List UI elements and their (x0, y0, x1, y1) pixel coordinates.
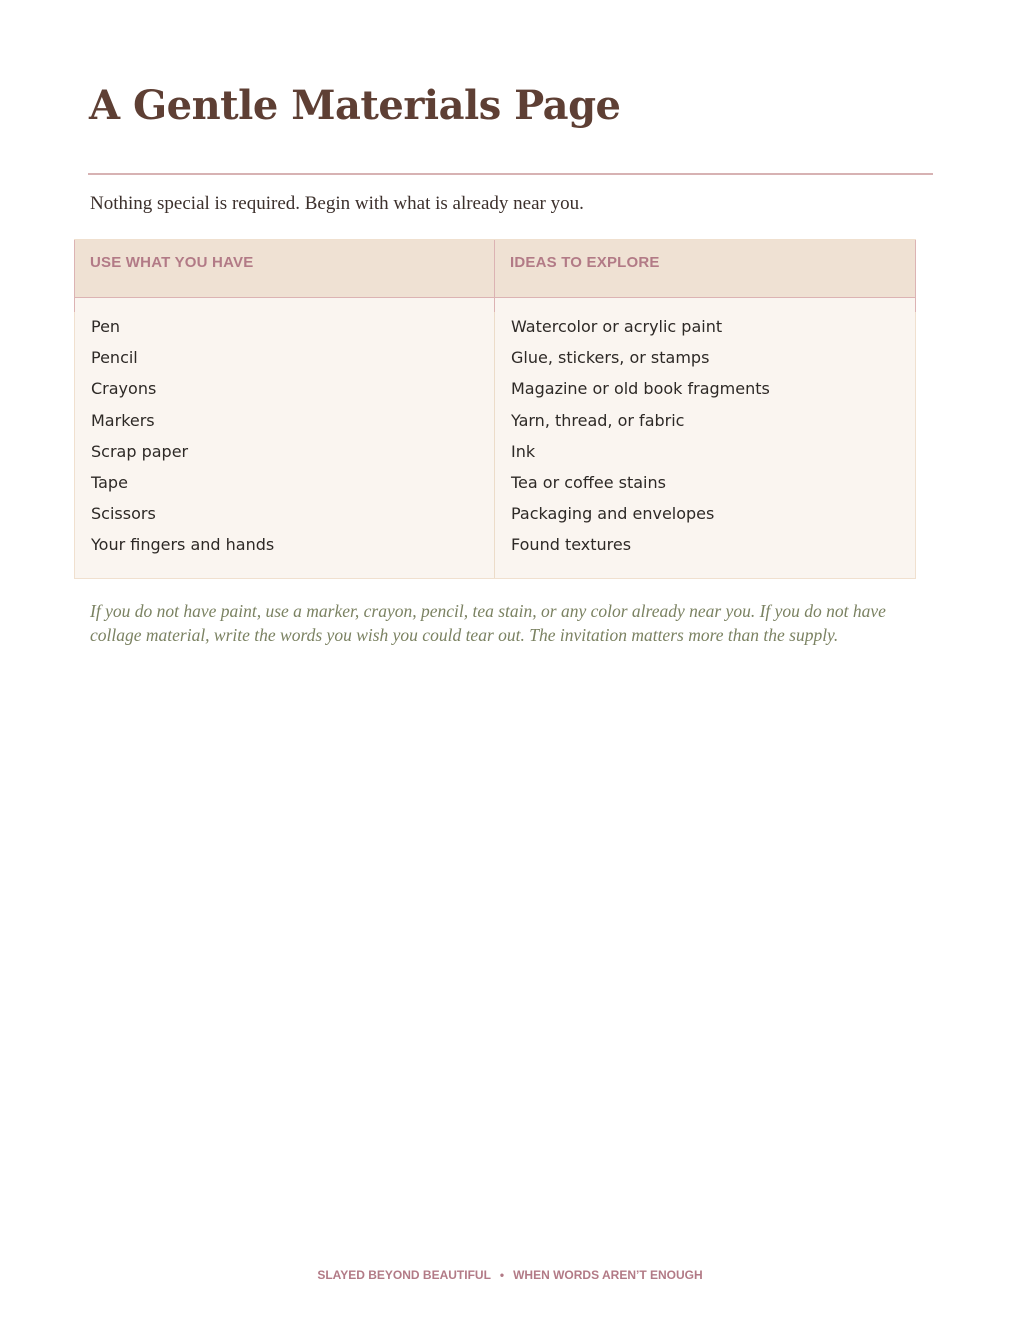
title-divider (88, 173, 933, 175)
materials-table (74, 239, 916, 579)
table-right-edge (915, 240, 916, 312)
list-item: Scissors (91, 504, 156, 524)
list-item: Tea or coffee stains (511, 473, 666, 493)
list-item: Tape (91, 473, 128, 493)
list-item: Your fingers and hands (91, 535, 275, 555)
page-title: A Gentle Materials Page (89, 82, 621, 129)
footer-brand: SLAYED BEYOND BEAUTIFUL (317, 1268, 491, 1282)
list-item: Ink (511, 441, 536, 461)
list-item: Watercolor or acrylic paint (511, 317, 723, 336)
list-item: Magazine or old book fragments (511, 379, 770, 399)
supply-note: If you do not have paint, use a marker, crayon, pencil, tea stain, or any color already near you. If you do not have collage material, write the words you wish you could tear out. The invitation matters more than the supply. (90, 601, 886, 645)
list-item: Pen (91, 317, 121, 336)
list-item: Scrap paper (91, 441, 189, 461)
list-item: Found textures (511, 535, 632, 555)
list-item: Packaging and envelopes (511, 504, 715, 524)
ideas-to-explore-list (511, 311, 770, 561)
list-item: Yarn, thread, or fabric (511, 410, 685, 430)
footer (0, 1267, 1020, 1283)
column-header-use-what-you-have: USE WHAT YOU HAVE (90, 254, 254, 271)
footer-separator: • (499, 1268, 505, 1282)
list-item: Markers (91, 410, 155, 430)
list-item: Pencil (91, 348, 138, 368)
column-header-ideas-to-explore: IDEAS TO EXPLORE (510, 254, 660, 271)
table-left-edge (74, 240, 75, 312)
list-item: Glue, stickers, or stamps (511, 348, 710, 368)
list-item: Crayons (91, 379, 157, 399)
footer-tagline: WHEN WORDS AREN’T ENOUGH (513, 1268, 703, 1282)
header-column-divider (494, 240, 495, 312)
use-what-you-have-list (91, 311, 274, 561)
intro-text: Nothing special is required. Begin with what is already near you. (90, 193, 584, 214)
